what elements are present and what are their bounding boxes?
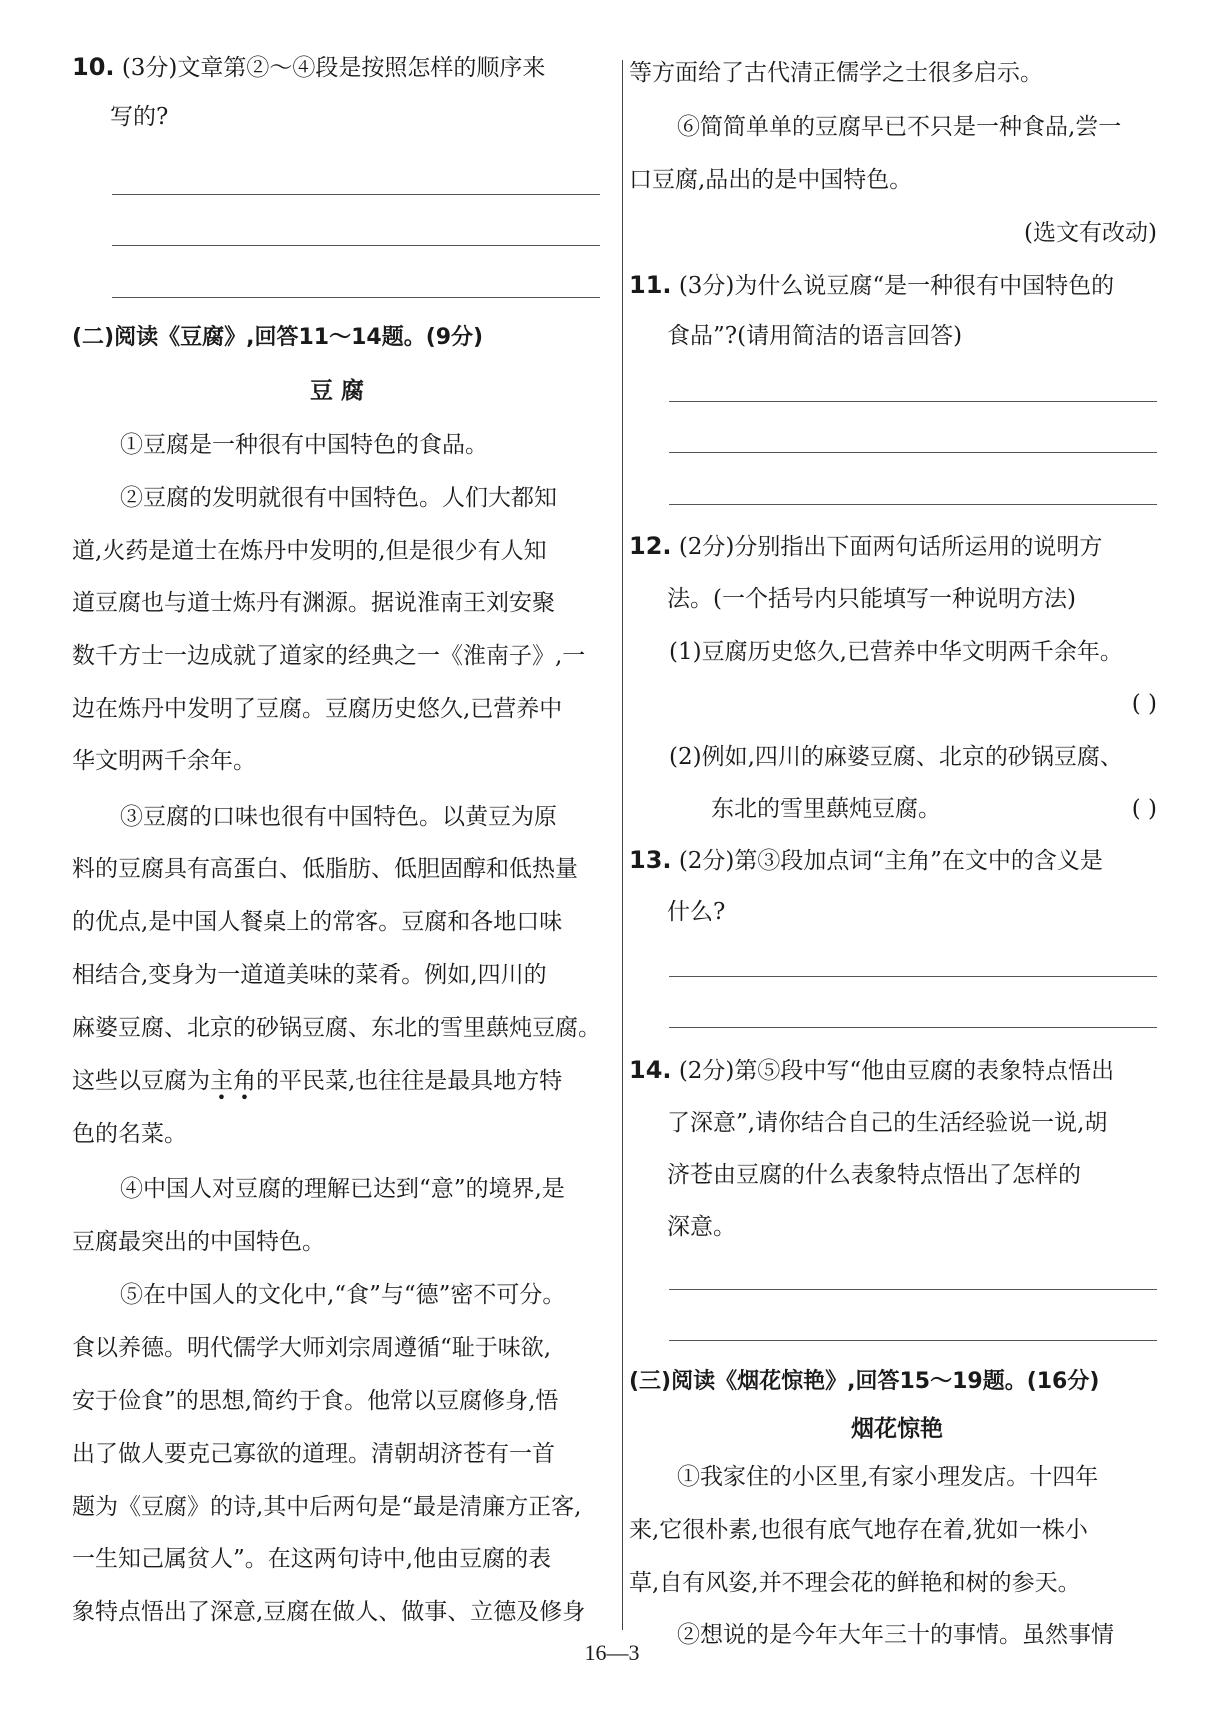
question-12-item2: (2)例如,四川的麻婆豆腐、北京的砂锅豆腐、 bbox=[669, 744, 1123, 770]
question-number: 10. bbox=[72, 53, 115, 81]
question-number: 12. bbox=[629, 532, 672, 560]
question-13-line2: 什么? bbox=[667, 899, 726, 925]
question-10-line1 bbox=[72, 52, 545, 83]
paragraph-line: 等方面给了古代清正儒学之士很多启示。 bbox=[629, 60, 1043, 86]
question-12-item2-cont: 东北的雪里蕻炖豆腐。 bbox=[711, 796, 941, 822]
paragraph-line: 数千方士一边成就了道家的经典之一《淮南子》,一 bbox=[72, 643, 586, 669]
question-text: (2分)分别指出下面两句话所运用的说明方 bbox=[678, 534, 1103, 560]
paragraph-line: 麻婆豆腐、北京的砂锅豆腐、东北的雪里蕻炖豆腐。 bbox=[72, 1015, 601, 1041]
paragraph-line: ⑥简简单单的豆腐早已不只是一种食品,尝一 bbox=[677, 114, 1122, 140]
question-12-item1: (1)豆腐历史悠久,已营养中华文明两千余年。 bbox=[669, 639, 1123, 665]
paragraph-line: ②想说的是今年大年三十的事情。虽然事情 bbox=[677, 1622, 1114, 1648]
paragraph-line: 道,火药是道士在炼丹中发明的,但是很少有人知 bbox=[72, 538, 547, 564]
column-divider bbox=[622, 60, 623, 1630]
text-segment: 这些以豆腐为 bbox=[72, 1068, 210, 1094]
question-12-line1 bbox=[629, 531, 1102, 562]
answer-blank[interactable]: ( ) bbox=[1131, 691, 1157, 717]
question-number: 13. bbox=[629, 846, 672, 874]
answer-line[interactable] bbox=[669, 504, 1157, 505]
question-11-line2: 食品”?(请用简洁的语言回答) bbox=[667, 323, 963, 349]
answer-line[interactable] bbox=[669, 976, 1157, 977]
question-11-line1 bbox=[629, 270, 1114, 301]
paragraph-line: 口豆腐,品出的是中国特色。 bbox=[629, 167, 913, 193]
paragraph-line: 豆腐最突出的中国特色。 bbox=[72, 1229, 325, 1255]
question-14-line4: 深意。 bbox=[667, 1214, 736, 1240]
paragraph-line: 一生知己属贫人”。在这两句诗中,他由豆腐的表 bbox=[72, 1546, 552, 1572]
paragraph-line-emphasis bbox=[72, 1066, 562, 1096]
article-title: 豆 腐 bbox=[309, 378, 364, 404]
paragraph-line: 食以养德。明代儒学大师刘宗周遵循“耻于味欲, bbox=[72, 1335, 552, 1361]
question-14-line1 bbox=[629, 1055, 1114, 1086]
answer-line[interactable] bbox=[669, 1340, 1157, 1341]
paragraph-line: 题为《豆腐》的诗,其中后两句是“最是清廉方正客, bbox=[72, 1494, 582, 1520]
section-3-header: (三)阅读《烟花惊艳》,回答15～19题。(16分) bbox=[629, 1369, 1100, 1394]
question-text: (2分)第③段加点词“主角”在文中的含义是 bbox=[678, 848, 1103, 874]
answer-line[interactable] bbox=[669, 1027, 1157, 1028]
paragraph-line: 华文明两千余年。 bbox=[72, 748, 256, 774]
article-title: 烟花惊艳 bbox=[851, 1416, 943, 1442]
paragraph-line: 的优点,是中国人餐桌上的常客。豆腐和各地口味 bbox=[72, 909, 563, 935]
paragraph-line: 边在炼丹中发明了豆腐。豆腐历史悠久,已营养中 bbox=[72, 696, 563, 722]
paragraph-line: 道豆腐也与道士炼丹有渊源。据说淮南王刘安聚 bbox=[72, 590, 555, 616]
emphasized-char: 角 bbox=[233, 1068, 256, 1094]
page-number: 16—3 bbox=[584, 1640, 640, 1665]
answer-blank[interactable]: ( ) bbox=[1131, 796, 1157, 822]
answer-line[interactable] bbox=[112, 297, 600, 298]
question-14-line2: 了深意”,请你结合自己的生活经验说一说,胡 bbox=[667, 1110, 1108, 1136]
answer-line[interactable] bbox=[669, 1289, 1157, 1290]
paragraph-line: 草,自有风姿,并不理会花的鲜艳和树的参天。 bbox=[629, 1570, 1081, 1596]
paragraph-line: 相结合,变身为一道道美味的菜肴。例如,四川的 bbox=[72, 962, 547, 988]
emphasized-char: 主 bbox=[210, 1068, 233, 1094]
paragraph-line: 料的豆腐具有高蛋白、低脂肪、低胆固醇和低热量 bbox=[72, 856, 578, 882]
paragraph-line: ④中国人对豆腐的理解已达到“意”的境界,是 bbox=[120, 1176, 565, 1202]
paragraph-line: ①豆腐是一种很有中国特色的食品。 bbox=[120, 432, 488, 458]
paragraph-line: 色的名菜。 bbox=[72, 1121, 187, 1147]
paragraph-line: ⑤在中国人的文化中,“食”与“德”密不可分。 bbox=[120, 1282, 566, 1308]
paragraph-line: ①我家住的小区里,有家小理发店。十四年 bbox=[677, 1464, 1099, 1490]
paragraph-line: ②豆腐的发明就很有中国特色。人们大都知 bbox=[120, 485, 557, 511]
paragraph-line: 来,它很朴素,也很有底气地存在着,犹如一株小 bbox=[629, 1517, 1088, 1543]
question-13-line1 bbox=[629, 845, 1103, 876]
paragraph-line: 象特点悟出了深意,豆腐在做人、做事、立德及修身 bbox=[72, 1599, 586, 1625]
answer-line[interactable] bbox=[669, 452, 1157, 453]
text-segment: 的平民菜,也往往是最具地方特 bbox=[256, 1068, 563, 1094]
source-note: (选文有改动) bbox=[1024, 220, 1157, 246]
question-10-line2: 写的? bbox=[110, 104, 169, 130]
question-14-line3: 济苍由豆腐的什么表象特点悟出了怎样的 bbox=[667, 1162, 1081, 1188]
question-text: (3分)文章第②～④段是按照怎样的顺序来 bbox=[121, 55, 546, 81]
question-text: (3分)为什么说豆腐“是一种很有中国特色的 bbox=[678, 273, 1115, 299]
paragraph-line: 安于俭食”的思想,简约于食。他常以豆腐修身,悟 bbox=[72, 1388, 559, 1414]
section-2-header: (二)阅读《豆腐》,回答11～14题。(9分) bbox=[72, 325, 484, 350]
question-text: (2分)第⑤段中写“他由豆腐的表象特点悟出 bbox=[678, 1058, 1115, 1084]
question-12-line2: 法。(一个括号内只能填写一种说明方法) bbox=[667, 586, 1076, 612]
question-number: 11. bbox=[629, 271, 672, 299]
question-number: 14. bbox=[629, 1056, 672, 1084]
paragraph-line: 出了做人要克己寡欲的道理。清朝胡济苍有一首 bbox=[72, 1441, 555, 1467]
answer-line[interactable] bbox=[112, 194, 600, 195]
answer-line[interactable] bbox=[112, 245, 600, 246]
paragraph-line: ③豆腐的口味也很有中国特色。以黄豆为原 bbox=[120, 804, 557, 830]
answer-line[interactable] bbox=[669, 401, 1157, 402]
